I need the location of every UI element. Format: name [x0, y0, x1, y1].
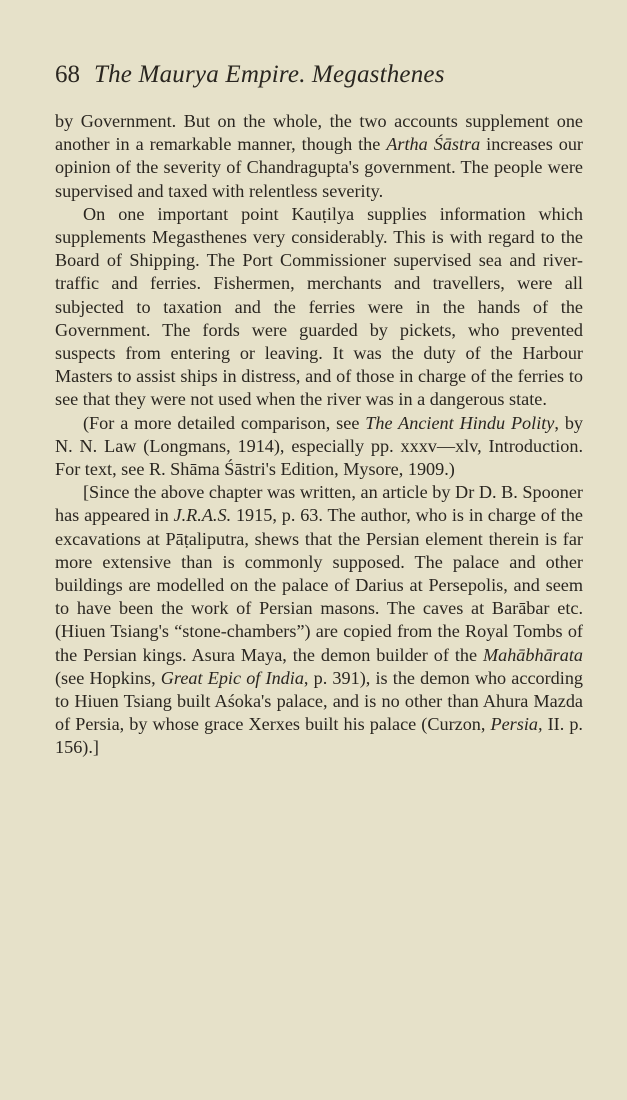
paragraph-4 [55, 481, 583, 759]
text-run: increases our opinion of the severity of Chandragupta's government. The people were supervised and taxed with relentless severity. [55, 134, 583, 201]
text-run: (see Hopkins, [55, 667, 161, 688]
body-text [55, 110, 583, 760]
italic-text-run: J.R.A.S. [173, 505, 232, 526]
text-run: 1915, p. 63. The author, who is in charge of the excavations at Pāṭaliputra, shews that the Persian element therein is far more extensive than is commonly supposed. The palace and other buildings are modelled on the palace of Darius at Persepolis, and seem to have been the work of Persian masons. The caves at Barābar etc. (Hiuen Tsiang's “stone-chambers”) are copied from the Royal Tombs of the Persian kings. Asura Maya, the demon builder of the [55, 505, 583, 665]
italic-text-run: Mahābhārata [482, 644, 583, 665]
running-header [55, 0, 583, 89]
italic-text-run: Persia, [490, 714, 543, 735]
paragraph-1 [55, 110, 583, 203]
page-number: 68 [55, 61, 80, 88]
italic-text-run: The Ancient Hindu Polity [365, 412, 555, 433]
chapter-title: Megasthenes [311, 61, 445, 88]
text-run: On one important point Kauṭilya supplies information which supplements Megasthenes very considerably. This is with regard to the Board of Shipping. The Port Commissioner supervised sea and river-traffic and ferries. Fishermen, merchants and travellers, were all subjected to taxation and the ferries were in the hands of the Government. The fords were guarded by pickets, who prevented suspects from entering or leaving. It was the duty of the Harbour Masters to assist ships in distress, and of those in charge of the ferries to see that they were not used when the river was in a dangerous state. [55, 203, 583, 410]
text-run: by Government. But on the whole, the two accounts supplement one another in a remarkable manner, though the [55, 111, 583, 155]
paragraph-3 [55, 412, 583, 482]
text-run: (For a more detailed comparison, see [83, 412, 366, 433]
text-run: , p. 391), is the demon who according to Hiuen Tsiang built Aśoka's palace, and is no other than Ahura Mazda of Persia, by whose grace Xerxes built his palace (Curzon, [55, 667, 584, 735]
italic-text-run: Artha Śāstra [386, 134, 481, 155]
text-run: II. p. 156).] [55, 714, 583, 758]
paragraph-2 [55, 203, 583, 412]
text-run: , by N. N. Law (Longmans, 1914), especially pp. xxxv—xlv, Introduction. For text, see R. Shāma Śāstri's Edition, Mysore, 1909.) [55, 412, 583, 480]
book-title: The Maurya Empire. [94, 61, 306, 88]
text-run: [Since the above chapter was written, an article by Dr D. B. Spooner has appeared in [55, 482, 583, 526]
italic-text-run: Great Epic of India [160, 667, 304, 688]
